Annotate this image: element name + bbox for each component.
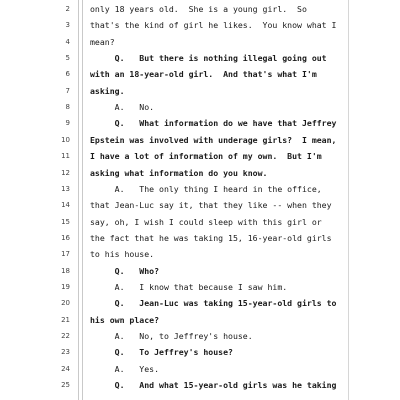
transcript-line: [0, 17, 348, 35]
line-number: 10: [61, 135, 70, 144]
line-number: 12: [61, 168, 70, 177]
line-text: A. The only thing I heard in the office,: [90, 183, 322, 194]
transcript-line: [0, 279, 348, 297]
page-right-border: [348, 0, 349, 400]
line-number: 15: [61, 217, 70, 226]
line-number: 4: [65, 37, 70, 46]
line-text: I have a lot of information of my own. But I'm: [90, 151, 322, 162]
line-text: the fact that he was taking 15, 16-year-old girls: [90, 232, 332, 243]
transcript-line: [0, 230, 348, 248]
line-number: 6: [65, 70, 70, 79]
line-text: his own place?: [90, 314, 160, 325]
line-number: 11: [61, 152, 70, 161]
transcript-line: [0, 328, 348, 346]
transcript-line: [0, 83, 348, 101]
transcript-line: [0, 165, 348, 183]
line-text: A. Yes.: [90, 363, 160, 374]
transcript-line: [0, 214, 348, 232]
line-text: asking.: [90, 85, 125, 96]
line-number: 20: [61, 299, 70, 308]
line-text: mean?: [90, 36, 115, 47]
transcript-line: [0, 1, 348, 19]
line-text: A. I know that because I saw him.: [90, 281, 288, 292]
line-number: 13: [61, 184, 70, 193]
line-text: Q. But there is nothing illegal going out: [90, 53, 327, 64]
line-text: A. No.: [90, 102, 155, 113]
transcript-line: [0, 312, 348, 330]
line-number: 22: [61, 332, 70, 340]
line-number: 9: [65, 119, 70, 128]
transcript-line: [0, 50, 348, 68]
line-text: Q. And what 15-year-old girls was he taking: [90, 380, 337, 391]
line-number: 7: [65, 86, 70, 95]
line-number: 24: [61, 364, 70, 373]
transcript-line: [0, 99, 348, 117]
transcript-line: [0, 66, 348, 84]
line-number: 5: [65, 54, 70, 63]
transcript-line: [0, 115, 348, 133]
transcript-line: [0, 263, 348, 281]
line-text: Q. What information do we have that Jeffrey: [90, 118, 337, 129]
line-number: 14: [61, 201, 70, 210]
transcript-line: [0, 197, 348, 215]
transcript-line: [0, 377, 348, 395]
transcript-line: [0, 34, 348, 52]
line-number: 19: [61, 282, 70, 291]
line-number: 25: [61, 381, 70, 390]
transcript-line: [0, 148, 348, 166]
transcript-line: [0, 132, 348, 150]
line-text: Epstein was involved with underage girls? I mean,: [90, 134, 337, 145]
line-number: 3: [65, 21, 70, 30]
transcript-line: [0, 361, 348, 379]
line-text: that's the kind of girl he likes. You know what I: [90, 20, 337, 31]
line-number: 21: [61, 315, 70, 324]
line-text: Q. Who?: [90, 265, 160, 276]
line-number: 18: [61, 266, 70, 275]
line-number: 2: [65, 5, 70, 13]
line-text: only 18 years old. She is a young girl. So: [90, 4, 307, 14]
line-text: to his house.: [90, 249, 155, 260]
line-text: Q. Jean-Luc was taking 15-year-old girls to: [90, 298, 337, 309]
line-number: 16: [61, 233, 70, 242]
line-number: 17: [61, 250, 70, 259]
line-number: 8: [65, 103, 70, 112]
line-text: with an 18-year-old girl. And that's what I'm: [90, 69, 317, 80]
transcript-line: [0, 181, 348, 199]
transcript-line: [0, 344, 348, 362]
transcript-line: [0, 246, 348, 264]
transcript-line: [0, 295, 348, 313]
line-text: asking what information do you know.: [90, 167, 268, 178]
line-text: say, oh, I wish I could sleep with this girl or: [90, 216, 322, 227]
line-text: A. No, to Jeffrey's house.: [90, 331, 253, 341]
line-text: that Jean-Luc say it, that they like -- when they: [90, 200, 332, 211]
line-number: 23: [61, 348, 70, 357]
line-text: Q. To Jeffrey's house?: [90, 347, 233, 358]
